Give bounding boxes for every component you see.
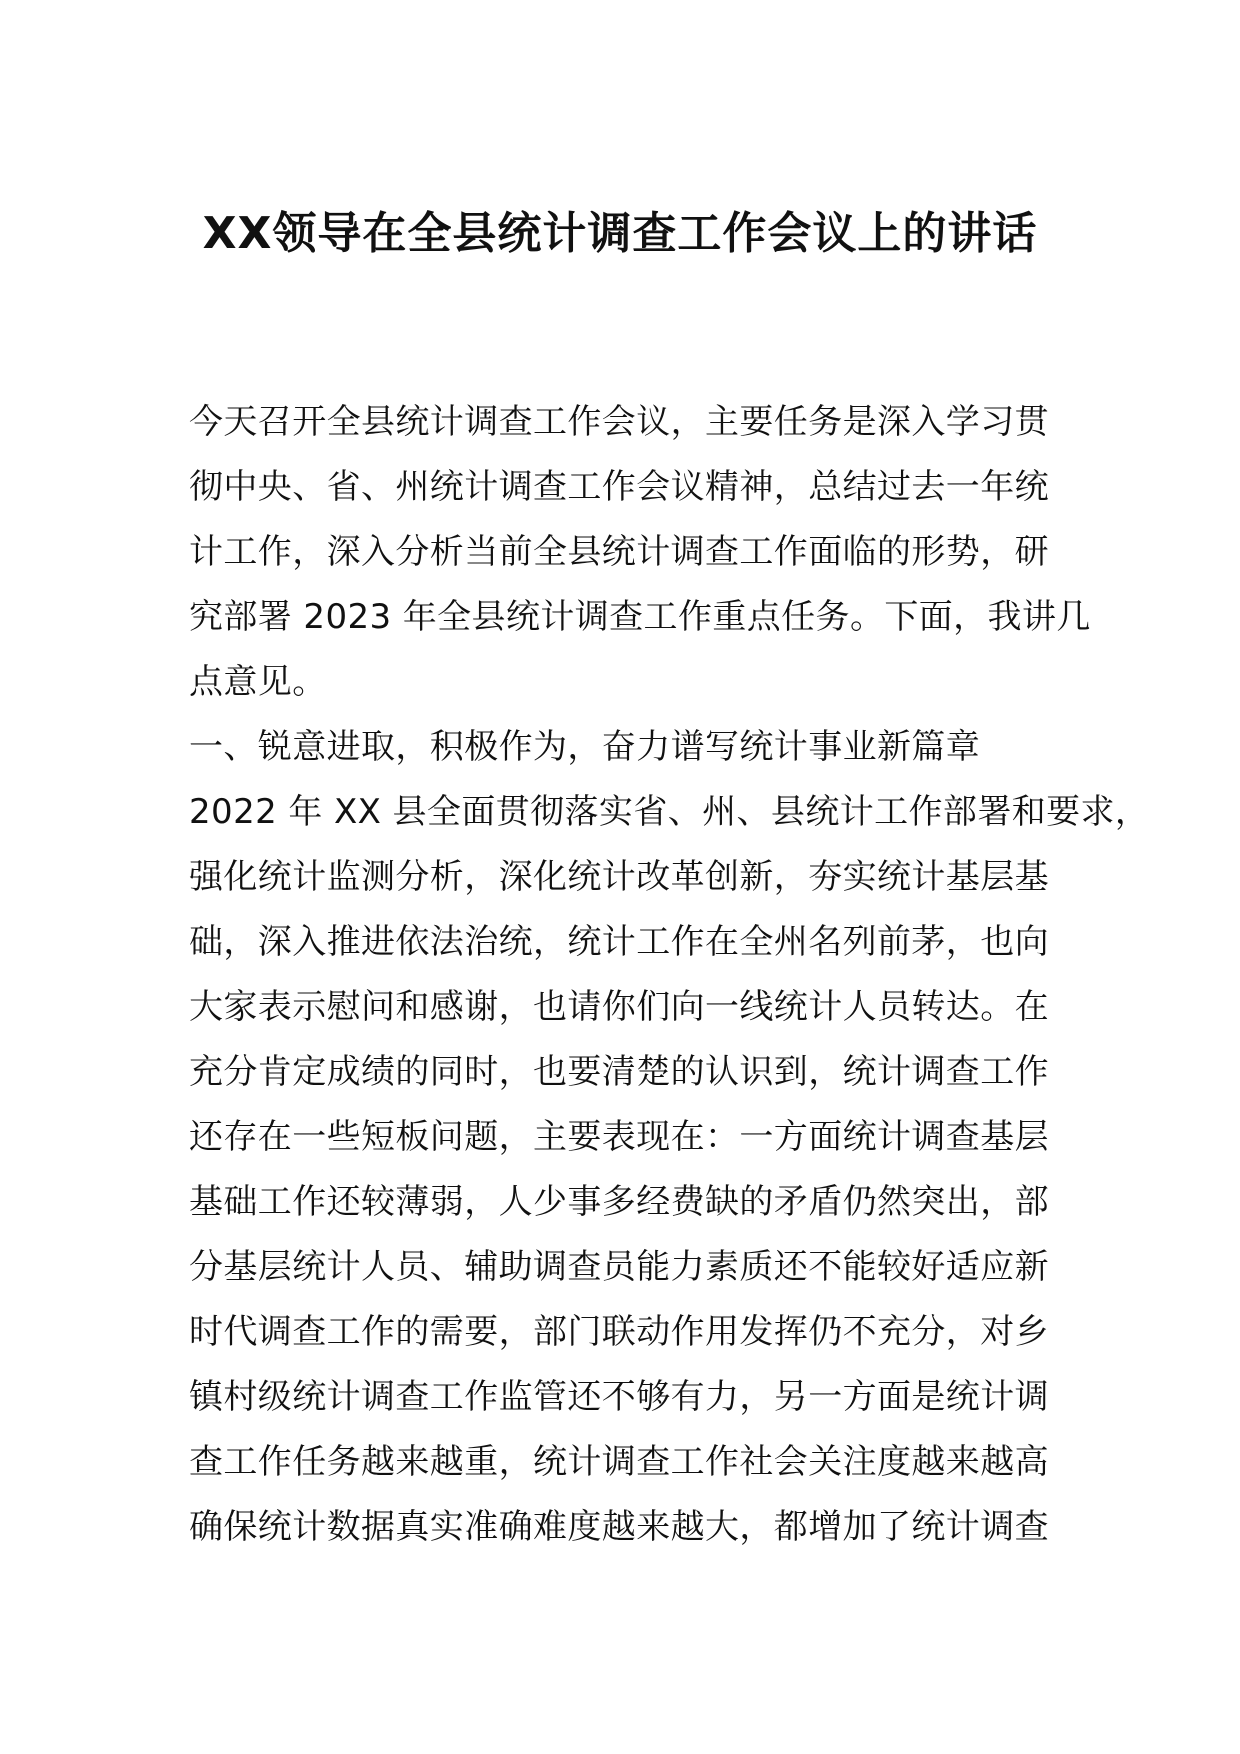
body-line: 时代调查工作的需要，部门联动作用发挥仍不充分，对乡: [189, 1312, 1049, 1352]
body-line: 基础工作还较薄弱，人少事多经费缺的矛盾仍然突出，部: [189, 1182, 1049, 1222]
body-line: 究部署 2023 年全县统计调查工作重点任务。下面，我讲几: [189, 597, 1091, 637]
body-line: 2022 年 XX 县全面贯彻落实省、州、县统计工作部署和要求，: [189, 792, 1150, 832]
body-line: 大家表示慰问和感谢，也请你们向一线统计人员转达。在: [189, 987, 1049, 1027]
document-title: XX领导在全县统计调查工作会议上的讲话: [202, 208, 1038, 259]
body-line: 计工作，深入分析当前全县统计调查工作面临的形势，研: [189, 532, 1049, 572]
body-line: 强化统计监测分析，深化统计改革创新，夯实统计基层基: [189, 857, 1049, 897]
body-line: 镇村级统计调查工作监管还不够有力，另一方面是统计调: [189, 1377, 1049, 1417]
section-heading: 一、锐意进取，积极作为，奋力谱写统计事业新篇章: [189, 727, 981, 767]
body-line: 今天召开全县统计调查工作会议，主要任务是深入学习贯: [189, 402, 1049, 442]
document-body: [189, 390, 1150, 1560]
body-line: 确保统计数据真实准确难度越来越大，都增加了统计调查: [189, 1507, 1049, 1547]
body-line: 分基层统计人员、辅助调查员能力素质还不能较好适应新: [189, 1247, 1049, 1287]
body-line: 彻中央、省、州统计调查工作会议精神，总结过去一年统: [189, 467, 1049, 507]
body-line: 充分肯定成绩的同时，也要清楚的认识到，统计调查工作: [189, 1052, 1049, 1092]
body-line: 还存在一些短板问题，主要表现在：一方面统计调查基层: [189, 1117, 1049, 1157]
body-line: 查工作任务越来越重，统计调查工作社会关注度越来越高: [189, 1442, 1049, 1482]
body-line: 点意见。: [189, 662, 327, 702]
body-line: 础，深入推进依法治统，统计工作在全州名列前茅，也向: [189, 922, 1049, 962]
